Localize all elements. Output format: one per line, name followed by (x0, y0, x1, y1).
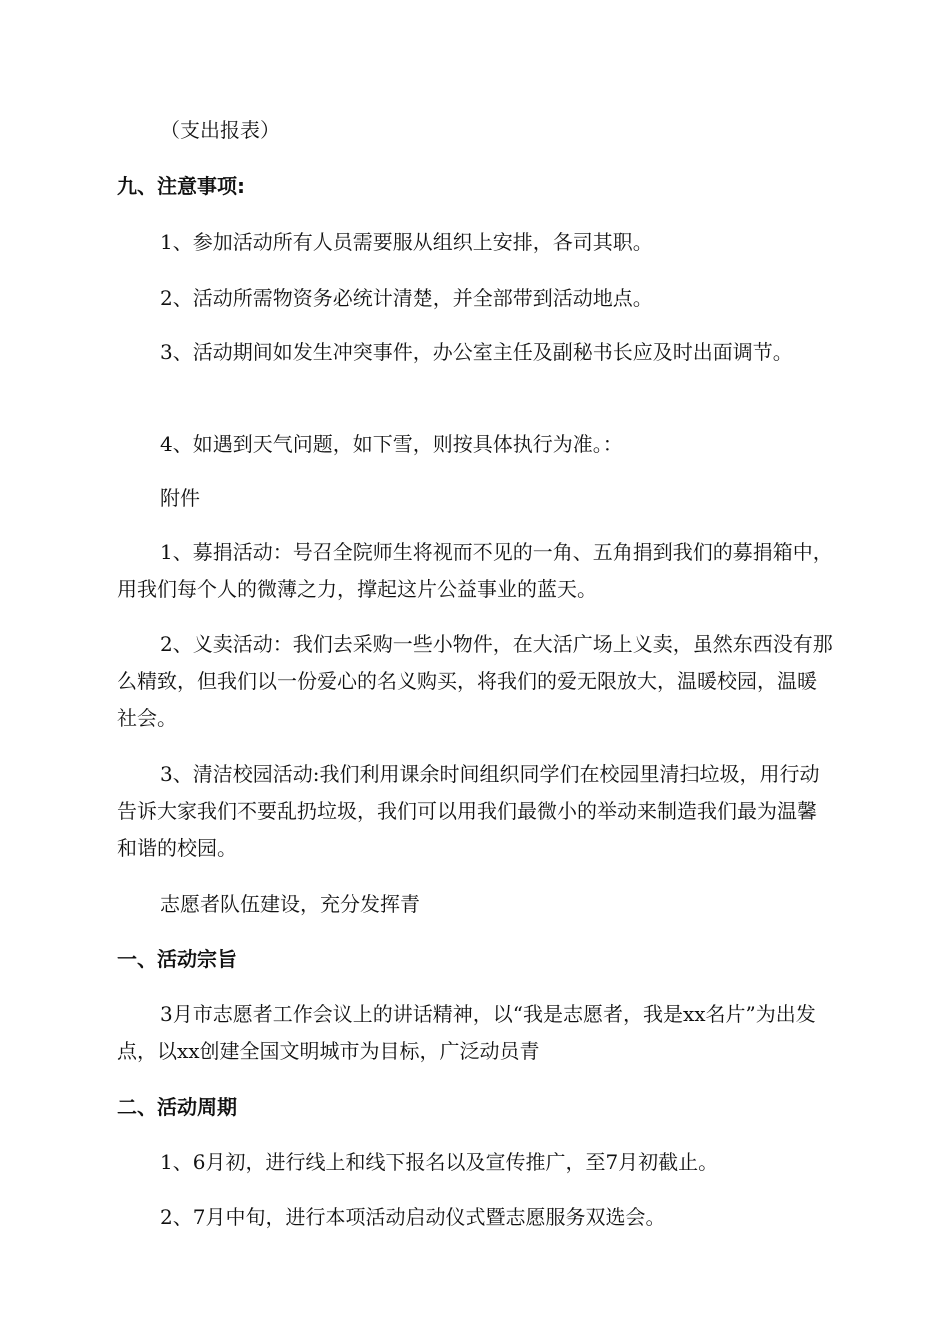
schedule-item-1: 1、6月初，进行线上和线下报名以及宣传推广，至7月初截止。 (160, 1150, 719, 1174)
section-2-heading: 二、活动周期 (117, 1095, 237, 1119)
volunteer-line: 志愿者队伍建设，充分发挥青 (160, 892, 420, 916)
note-item-4: 4、如遇到天气问题，如下雪，则按具体执行为准。： (160, 432, 623, 456)
expense-report-line: （支出报表） (160, 118, 280, 142)
appendix-item-1: 1、募捐活动：号召全院师生将视而不见的一角、五角捐到我们的募捐箱中，用我们每个人的微薄之力，撑起这片公益事业的蓝天。 (117, 540, 833, 601)
appendix-label: 附件 (160, 486, 200, 510)
note-item-2: 2、活动所需物资务必统计清楚，并全部带到活动地点。 (160, 286, 653, 310)
section-9-heading: 九、注意事项: (117, 174, 245, 198)
section-1-body: 3月市志愿者工作会议上的讲话精神，以“我是志愿者，我是xx名片”为出发点，以xx创建全国文明城市为目标，广泛动员青 (117, 1002, 816, 1063)
appendix-item-3: 3、清洁校园活动:我们利用课余时间组织同学们在校园里清扫垃圾，用行动告诉大家我们不要乱扔垃圾，我们可以用我们最微小的举动来制造我们最为温馨和谐的校园。 (117, 762, 820, 860)
note-item-1: 1、参加活动所有人员需要服从组织上安排，各司其职。 (160, 230, 653, 254)
appendix-item-2: 2、义卖活动：我们去采购一些小物件，在大活广场上义卖，虽然东西没有那么精致，但我们以一份爱心的名义购买，将我们的爱无限放大，温暖校园，温暖社会。 (117, 632, 833, 730)
note-item-3: 3、活动期间如发生冲突事件，办公室主任及副秘书长应及时出面调节。 (160, 340, 793, 364)
schedule-item-2: 2、7月中旬，进行本项活动启动仪式暨志愿服务双选会。 (160, 1205, 666, 1229)
section-1-heading: 一、活动宗旨 (117, 947, 237, 971)
